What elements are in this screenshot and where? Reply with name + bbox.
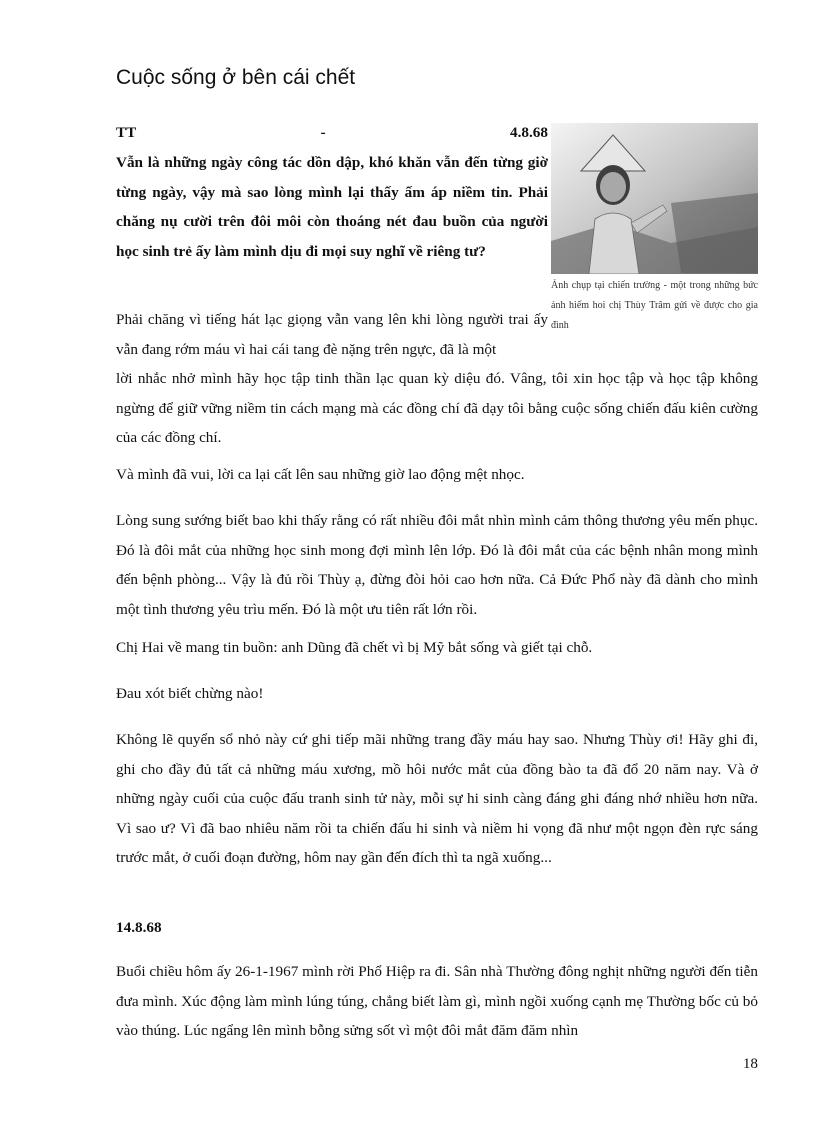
entry-location: TT xyxy=(116,124,137,141)
paragraph-5: Đau xót biết chừng nào! xyxy=(116,685,264,702)
section-title: Cuộc sống ở bên cái chết xyxy=(116,66,356,89)
paragraph-4: Chị Hai về mang tin buồn: anh Dũng đã chết vì bị Mỹ bắt sống và giết tại chỗ. xyxy=(116,639,593,656)
bold-paragraph: Vẫn là những ngày công tác dồn dập, khó khăn vẫn đến từng giờ từng ngày, vậy mà sao lòng mình lại thấy ấm áp niềm tin. Phải chăng nụ cười trên đôi môi còn thoáng nét đau buồn của người học sinh trẻ ấy làm mình dịu đi mọi suy nghĩ về riêng tư? xyxy=(116,154,548,260)
paragraph-3: Lòng sung sướng biết bao khi thấy rằng có rất nhiều đôi mắt nhìn mình cảm thông thương yêu mến phục. Đó là đôi mắt của những học sinh mong đợi mình lên lớp. Đó là đôi mắt của các bệnh nhân mong mình đến bệnh phòng... Vậy là đủ rồi Thùy ạ, đừng đòi hỏi cao hơn nữa. Cả Đức Phổ này đã dành cho mình một tình thương yêu trìu mến. Đó là một ưu tiên rất lớn rồi. xyxy=(116,512,758,618)
entry2-date: 14.8.68 xyxy=(116,919,162,936)
photo-caption: Ảnh chụp tại chiến trường - một trong những bức ảnh hiếm hoi chị Thùy Trâm gửi về được cho gia đình xyxy=(551,280,758,331)
page-number: 18 xyxy=(742,1055,758,1072)
paragraph-narrow: Phải chăng vì tiếng hát lạc giọng vẫn vang lên khi lòng người trai ấy vẫn đang rớm máu vì hai cái tang đè nặng trên ngực, đã là một xyxy=(116,311,548,358)
photo-image xyxy=(551,123,758,274)
paragraph-2: Và mình đã vui, lời ca lại cất lên sau những giờ lao động mệt nhọc. xyxy=(116,466,525,483)
entry-date-line xyxy=(116,118,548,148)
entry2-paragraph-1: Buổi chiều hôm ấy 26-1-1967 mình rời Phổ Hiệp ra đi. Sân nhà Thường đông nghịt những người đến tiễn đưa mình. Xúc động làm mình lúng túng, chẳng biết làm gì, mình ngồi xuống cạnh mẹ Thường bốc củ bỏ vào thúng. Lúc ngẩng lên mình bỗng sửng sốt vì một đôi mắt đăm đăm nhìn xyxy=(116,963,758,1039)
photo-figure xyxy=(551,123,758,336)
entry-date: 4.8.68 xyxy=(510,124,548,141)
entry-separator: - xyxy=(320,124,326,141)
entry-header-block xyxy=(116,118,548,266)
paragraph-6: Không lẽ quyển sổ nhỏ này cứ ghi tiếp mãi những trang đầy máu hay sao. Nhưng Thùy ơi! Hãy ghi đi, ghi cho đầy đủ tất cả những máu xương, mồ hôi nước mắt của đồng bào ta đã đổ 20 năm nay. Và ở những ngày cuối của cuộc đấu tranh sinh tử này, mỗi sự hi sinh càng đáng ghi đáng nhớ nhiều hơn nữa. Vì sao ư? Vì đã bao nhiêu năm rồi ta chiến đấu hi sinh và niềm hi vọng đã như một ngọn đèn rực sáng trước mắt, ở cuối đoạn đường, hôm nay gần đến đích thì ta ngã xuống... xyxy=(116,731,758,866)
paragraph-continuation: lời nhắc nhở mình hãy học tập tinh thần lạc quan kỳ diệu đó. Vâng, tôi xin học tập và học tập không ngừng để giữ vững niềm tin cách mạng mà các đồng chí đã dạy tôi bằng cuộc sống chiến đấu kiên cường của các đồng chí. xyxy=(116,370,758,446)
